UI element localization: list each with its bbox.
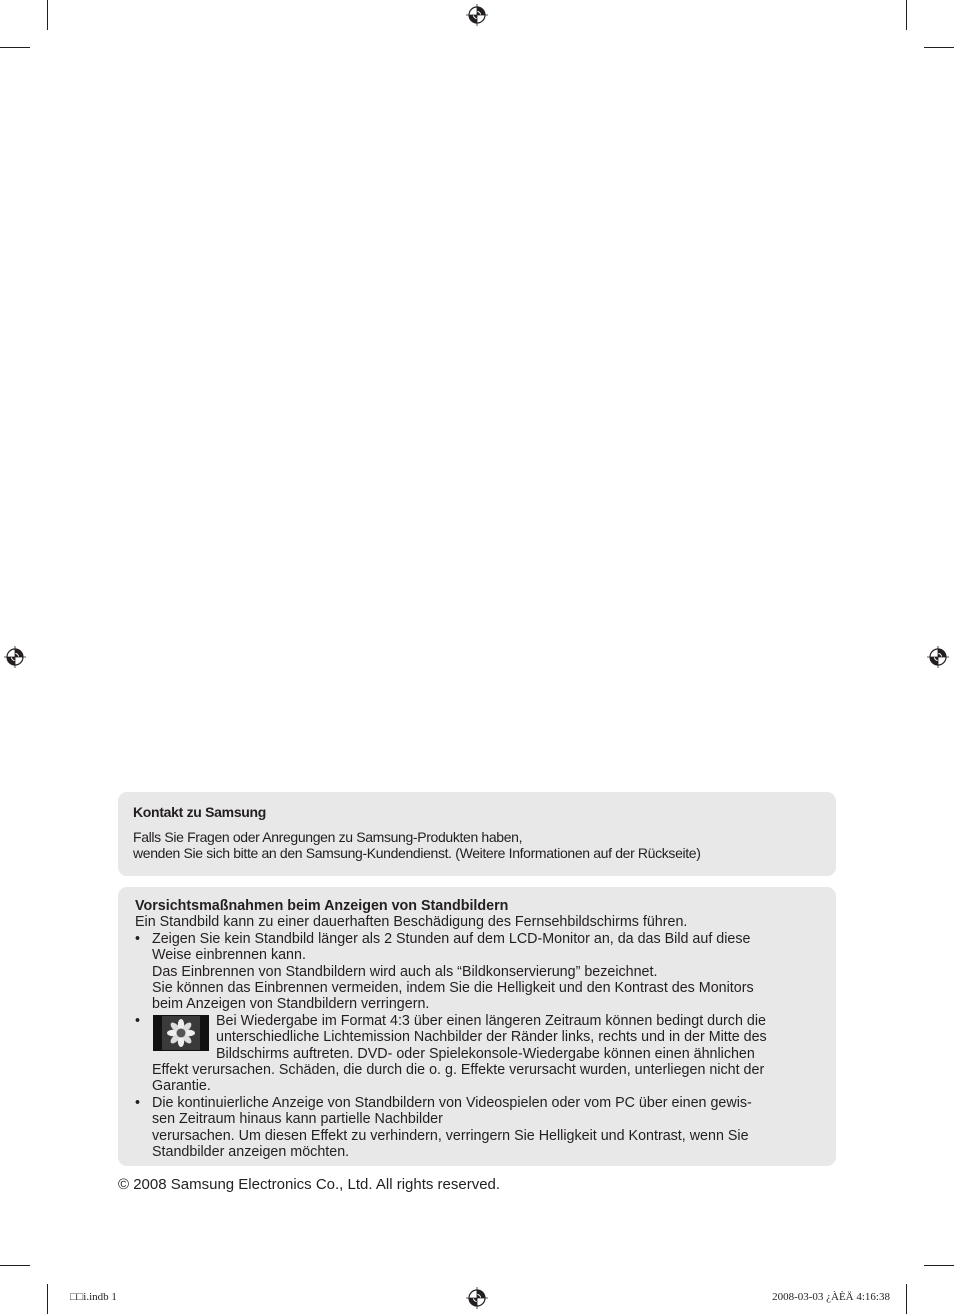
- list-item-line: sen Zeitraum hinaus kann partielle Nachbilder: [152, 1111, 443, 1128]
- list-item-line: Zeigen Sie kein Standbild länger als 2 Stunden auf dem LCD-Monitor an, da das Bild auf diese: [152, 930, 751, 947]
- list-item: [135, 1095, 826, 1161]
- list-item-line: beim Anzeigen von Standbildern verringern.: [152, 996, 430, 1013]
- registration-mark-right-icon: [927, 646, 949, 668]
- contact-text-line: wenden Sie sich bitte an den Samsung-Kundendienst. (Weitere Informationen auf der Rückseite): [133, 845, 701, 861]
- list-item-line: Weise einbrennen kann.: [152, 947, 306, 964]
- crop-mark-bottom-right-v: [906, 1284, 907, 1314]
- precaution-list: [135, 931, 826, 1161]
- registration-mark-top-icon: [466, 4, 488, 26]
- list-item-line: Standbilder anzeigen möchten.: [152, 1144, 350, 1161]
- crop-mark-bottom-left-h: [0, 1265, 30, 1266]
- list-item-line: Bildschirms auftreten. DVD- oder Spielekonsole-Wiedergabe können einen ähnlichen: [216, 1045, 755, 1062]
- crop-mark-top-right-v: [906, 0, 907, 30]
- list-item: [135, 1013, 826, 1095]
- list-item-line: unterschiedliche Lichtemission Nachbilder der Ränder links, rechts und in der Mitte des: [216, 1029, 767, 1046]
- precaution-box: [118, 887, 836, 1166]
- bullet: •: [135, 1012, 141, 1029]
- bullet: •: [135, 930, 141, 947]
- slug-file-info: □□i.indb 1: [70, 1291, 117, 1303]
- list-item: [135, 931, 826, 1013]
- crop-mark-top-left-h: [0, 47, 30, 48]
- list-item-line: Effekt verursachen. Schäden, die durch die o. g. Effekte verursacht wurden, unterliegen nicht der: [152, 1062, 765, 1079]
- crop-mark-top-right-h: [924, 47, 954, 48]
- list-item-line: Das Einbrennen von Standbildern wird auch als “Bildkonservierung” bezeichnet.: [152, 963, 658, 980]
- crop-mark-bottom-right-h: [924, 1265, 954, 1266]
- contact-text-line: Falls Sie Fragen oder Anregungen zu Samsung-Produkten haben,: [133, 829, 523, 845]
- list-item-line: Sie können das Einbrennen vermeiden, indem Sie die Helligkeit und den Kontrast des Monitors: [152, 980, 754, 997]
- slug-timestamp: 2008-03-03 ¿ÀÈÄ 4:16:38: [772, 1291, 890, 1303]
- precaution-heading: Vorsichtsmaßnahmen beim Anzeigen von Standbildern: [135, 898, 509, 914]
- list-item-line: Garantie.: [152, 1078, 211, 1095]
- crop-mark-top-left-v: [47, 0, 48, 30]
- contact-heading: Kontakt zu Samsung: [133, 804, 267, 820]
- registration-mark-bottom-icon: [466, 1287, 488, 1309]
- list-item-line: Die kontinuierliche Anzeige von Standbildern von Videospielen oder vom PC über einen gewis-: [152, 1094, 752, 1111]
- list-item-line: Bei Wiedergabe im Format 4:3 über einen längeren Zeitraum können bedingt durch die: [216, 1012, 766, 1029]
- copyright-notice: © 2008 Samsung Electronics Co., Ltd. All rights reserved.: [118, 1176, 501, 1193]
- contact-box: [118, 792, 836, 876]
- registration-mark-left-icon: [4, 646, 26, 668]
- list-item-line: verursachen. Um diesen Effekt zu verhindern, verringern Sie Helligkeit und Kontrast, wenn Sie: [152, 1127, 749, 1144]
- bullet: •: [135, 1094, 141, 1111]
- flower-thumbnail-icon: [153, 1015, 209, 1051]
- precaution-intro: Ein Standbild kann zu einer dauerhaften Beschädigung des Fernsehbildschirms führen.: [135, 914, 688, 931]
- crop-mark-bottom-left-v: [47, 1284, 48, 1314]
